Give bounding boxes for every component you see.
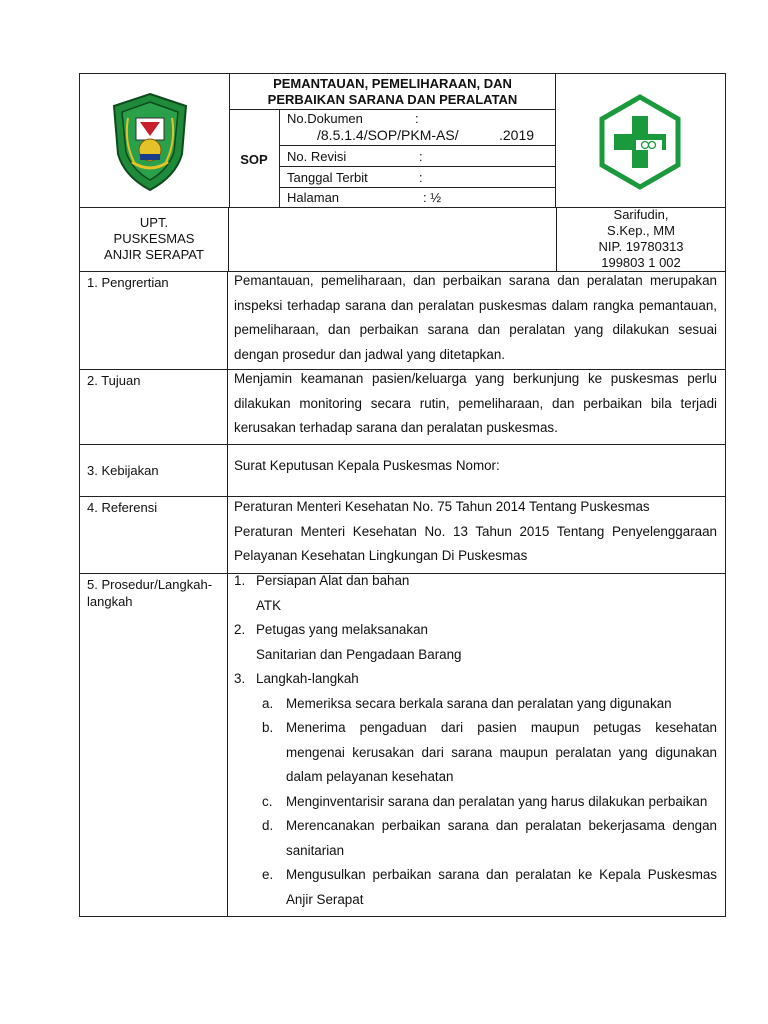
title-line-2: PERBAIKAN SARANA DAN PERALATAN: [267, 92, 518, 107]
no-dokumen-value: /8.5.1.4/SOP/PKM-AS/: [317, 127, 459, 143]
procedure-step-text: Menginventarisir sarana dan peralatan yang harus dilakukan perbaikan: [286, 793, 708, 809]
procedure-item: [234, 618, 717, 643]
signer-title: S.Kep., MM: [607, 223, 675, 238]
section-3-label-cell: [80, 445, 228, 496]
no-dokumen-row: [279, 110, 556, 146]
no-dokumen-year: .2019: [499, 127, 535, 143]
section-kebijakan: [80, 445, 725, 497]
unit-line-2: PUSKESMAS: [113, 231, 195, 246]
section-2-content: [228, 367, 725, 441]
section-1-text: Pemantauan, pemeliharaan, dan perbaikan sarana dan peralatan merupakan inspeksi terhadap sarana dan peralatan puskesmas dalam rangka pemantauan, pemeliharaan, dan perbaikan sarana dan peralatan yang dilakukan sesuai dengan prosedur dan jadwal yang ditetapkan.: [234, 273, 717, 362]
puskesmas-green-cross-icon: [598, 94, 682, 190]
document-info: [279, 110, 556, 208]
section-5-label-line-1: 5. Prosedur/Langkah-: [87, 577, 213, 592]
procedure-step-text: Menerima pengaduan dari pasien maupun petugas kesehatan mengenai kerusakan dari sarana maupun peralatan yang digunakan dalam pelayanan kesehatan: [286, 720, 717, 784]
tanggal-terbit-row: [279, 167, 556, 188]
section-tujuan: [80, 370, 725, 445]
procedure-step-letter: a.: [262, 695, 274, 711]
no-revisi-row: [279, 146, 556, 167]
regional-emblem-icon: [110, 92, 190, 192]
procedure-item-detail: ATK: [256, 597, 282, 613]
right-logo-cell: [555, 74, 725, 208]
section-1-content: [228, 269, 725, 367]
procedure-step-letter: c.: [262, 793, 273, 809]
section-pengertian: [80, 272, 725, 370]
halaman-row: [279, 188, 556, 208]
signer-cell: [556, 207, 725, 271]
halaman-label: Halaman: [287, 190, 340, 205]
procedure-item-number: 2.: [234, 622, 246, 637]
procedure-step-text: Memeriksa secara berkala sarana dan peralatan yang digunakan: [286, 695, 672, 711]
procedure-step: [234, 863, 717, 912]
no-dokumen-colon: :: [415, 111, 419, 126]
procedure-step-letter: b.: [262, 720, 274, 735]
no-revisi-colon: :: [419, 149, 423, 164]
no-revisi-label: No. Revisi: [287, 149, 347, 164]
procedure-item: [234, 667, 717, 692]
tanggal-terbit-colon: :: [419, 170, 423, 185]
procedure-step: [234, 790, 717, 815]
procedure-item-text: Persiapan Alat dan bahan: [256, 573, 410, 588]
unit-line-1: UPT.: [139, 215, 169, 230]
unit-line-3: ANJIR SERAPAT: [104, 247, 204, 262]
halaman-value: : ½: [423, 190, 442, 205]
tanggal-terbit-label: Tanggal Terbit: [287, 170, 368, 185]
procedure-item: [234, 569, 717, 594]
signer-name: Sarifudin,: [613, 207, 669, 222]
sop-header-table: [79, 73, 726, 208]
unit-signer-row: [79, 207, 726, 272]
section-4-label: 4. Referensi: [80, 497, 228, 573]
procedure-step: [234, 692, 717, 717]
procedure-item-detail: Sanitarian dan Pengadaan Barang: [256, 646, 462, 662]
procedure-item-number: 1.: [234, 573, 246, 588]
unit-name-cell: [80, 207, 229, 271]
procedure-step-text: Mengusulkan perbaikan sarana dan peralatan ke Kepala Puskesmas Anjir Serapat: [286, 867, 717, 907]
left-logo-cell: [80, 74, 230, 208]
section-2-label: 2. Tujuan: [80, 370, 228, 444]
no-dokumen-label: No.Dokumen: [287, 111, 363, 126]
sop-body-table: [79, 271, 726, 917]
section-3-text: Surat Keputusan Kepala Puskesmas Nomor:: [234, 458, 500, 473]
procedure-step-text: Merencanakan perbaikan sarana dan peralatan bekerjasama dengan sanitarian: [286, 818, 717, 858]
procedure-step: [234, 716, 717, 790]
procedure-item-text: Langkah-langkah: [256, 671, 359, 686]
reference-2: Peraturan Menteri Kesehatan No. 13 Tahun 2015 Tentang Penyelenggaraan Pelayanan Kesehatan Lingkungan Di Puskesmas: [234, 523, 717, 563]
section-4-content: [228, 495, 725, 569]
procedure-step: [234, 814, 717, 863]
document-title: [229, 74, 556, 110]
title-line-1: PEMANTAUAN, PEMELIHARAAN, DAN: [273, 76, 512, 91]
section-5-label-line-2: langkah: [87, 594, 133, 609]
reference-1: Peraturan Menteri Kesehatan No. 75 Tahun 2014 Tentang Puskesmas: [234, 499, 650, 514]
section-1-label: 1. Pengrertian: [80, 272, 228, 369]
procedure-item-number: 3.: [234, 671, 246, 686]
section-5-content: [228, 569, 725, 912]
signer-nip-line-1: NIP. 19780313: [598, 239, 684, 254]
section-3-content: [228, 454, 725, 479]
sop-label: SOP: [229, 110, 280, 208]
section-prosedur: [80, 574, 725, 916]
section-referensi: [80, 497, 725, 574]
signer-nip-line-2: 199803 1 002: [601, 255, 681, 270]
procedure-step-letter: d.: [262, 818, 274, 833]
procedure-step-letter: e.: [262, 867, 274, 882]
section-5-label: [80, 574, 228, 916]
section-3-label: 3. Kebijakan: [87, 463, 159, 478]
section-2-text: Menjamin keamanan pasien/keluarga yang berkunjung ke puskesmas perlu dilakukan monitoring secara rutin, pemeliharaan, dan perbaikan bila terjadi kerusakan terhadap sarana dan peralatan puskesmas.: [234, 371, 717, 435]
procedure-item-text: Petugas yang melaksanakan: [256, 622, 428, 637]
